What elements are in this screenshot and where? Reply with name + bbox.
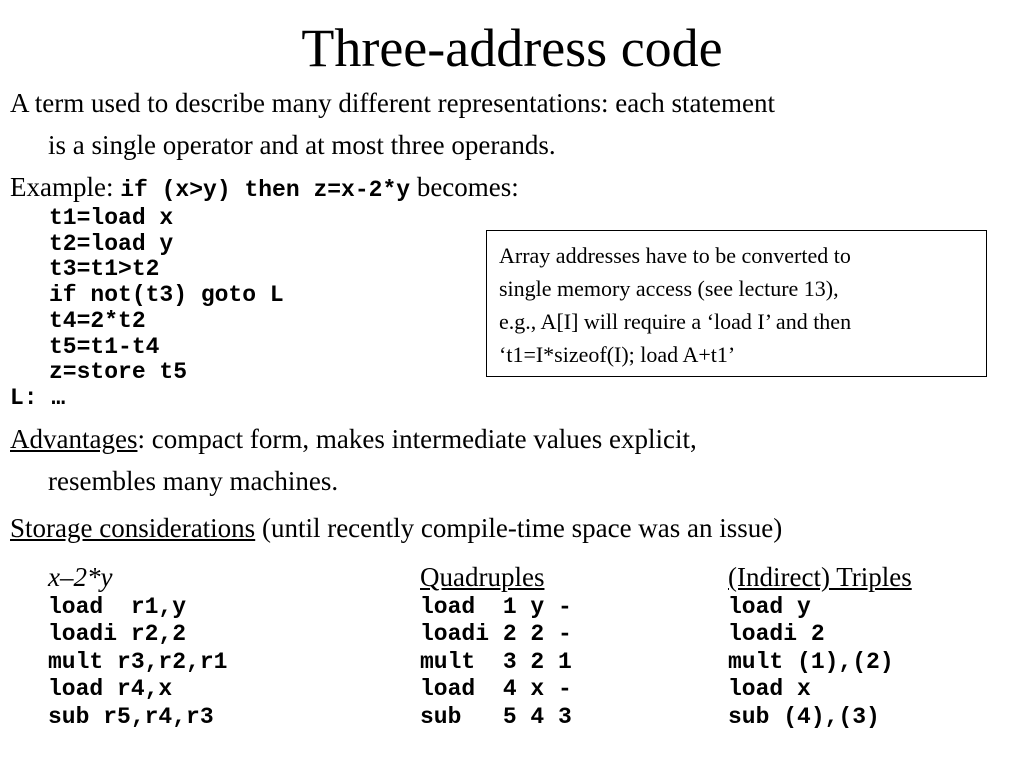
- advantages-line-2: resembles many machines.: [48, 466, 339, 496]
- expression-row: load r4,x: [48, 676, 173, 703]
- quadruples-header: Quadruples: [420, 562, 545, 592]
- expression-column: [48, 560, 227, 731]
- triples-row: loadi 2: [728, 621, 825, 648]
- quadruples-column: [420, 560, 572, 731]
- array-note-box: [486, 230, 987, 377]
- triples-row: load x: [728, 676, 811, 703]
- triples-column: [728, 560, 912, 731]
- quadruples-row: loadi 2 2 -: [420, 621, 572, 648]
- expression-row: load r1,y: [48, 594, 187, 620]
- code-line: z=store t5: [49, 359, 188, 386]
- code-line: t3=t1>t2: [49, 256, 160, 283]
- code-line: t5=t1-t4: [49, 333, 160, 360]
- advantages-heading: Advantages: [10, 424, 138, 454]
- intro-line-2: is a single operator and at most three operands.: [48, 130, 556, 160]
- expression-header: x–2*y: [48, 562, 113, 592]
- label-line: L: …: [10, 384, 66, 411]
- example-suffix: becomes:: [410, 172, 519, 202]
- triples-row: load y: [728, 594, 811, 620]
- expression-row: sub r5,r4,r3: [48, 703, 214, 730]
- quadruples-row: sub 5 4 3: [420, 703, 572, 730]
- example-code: if (x>y) then z=x-2*y: [120, 177, 411, 203]
- intro-paragraph: [10, 82, 1010, 166]
- example-prefix: Example:: [10, 172, 121, 202]
- quadruples-row: load 1 y -: [420, 594, 572, 620]
- storage-heading: Storage considerations: [10, 513, 256, 543]
- advantages-text: : compact form, makes intermediate values explicit,: [137, 424, 697, 454]
- code-listing: [10, 206, 284, 412]
- slide-title: Three-address code: [301, 18, 723, 78]
- quadruples-row: load 4 x -: [420, 676, 572, 703]
- intro-line-1: A term used to describe many different representations: each statement: [10, 88, 775, 118]
- quadruples-row: mult 3 2 1: [420, 648, 572, 675]
- code-line: if not(t3) goto L: [49, 282, 284, 309]
- note-line: e.g., A[I] will require a ‘load I’ and then: [499, 309, 852, 334]
- triples-header: (Indirect) Triples: [728, 562, 912, 592]
- note-line: single memory access (see lecture 13),: [499, 276, 839, 301]
- code-line: t4=2*t2: [49, 307, 146, 334]
- storage-paragraph: [10, 507, 1010, 549]
- triples-row: sub (4),(3): [728, 703, 880, 730]
- code-line: t2=load y: [49, 230, 174, 257]
- note-line: ‘t1=I*sizeof(I); load A+t1’: [499, 342, 736, 367]
- expression-row: loadi r2,2: [48, 621, 187, 648]
- note-line: Array addresses have to be converted to: [499, 243, 851, 268]
- storage-text: (until recently compile-time space was an issue): [255, 513, 783, 543]
- expression-row: mult r3,r2,r1: [48, 648, 228, 675]
- advantages-paragraph: [10, 418, 1010, 502]
- code-line: t1=load x: [49, 205, 174, 231]
- triples-row: mult (1),(2): [728, 648, 894, 675]
